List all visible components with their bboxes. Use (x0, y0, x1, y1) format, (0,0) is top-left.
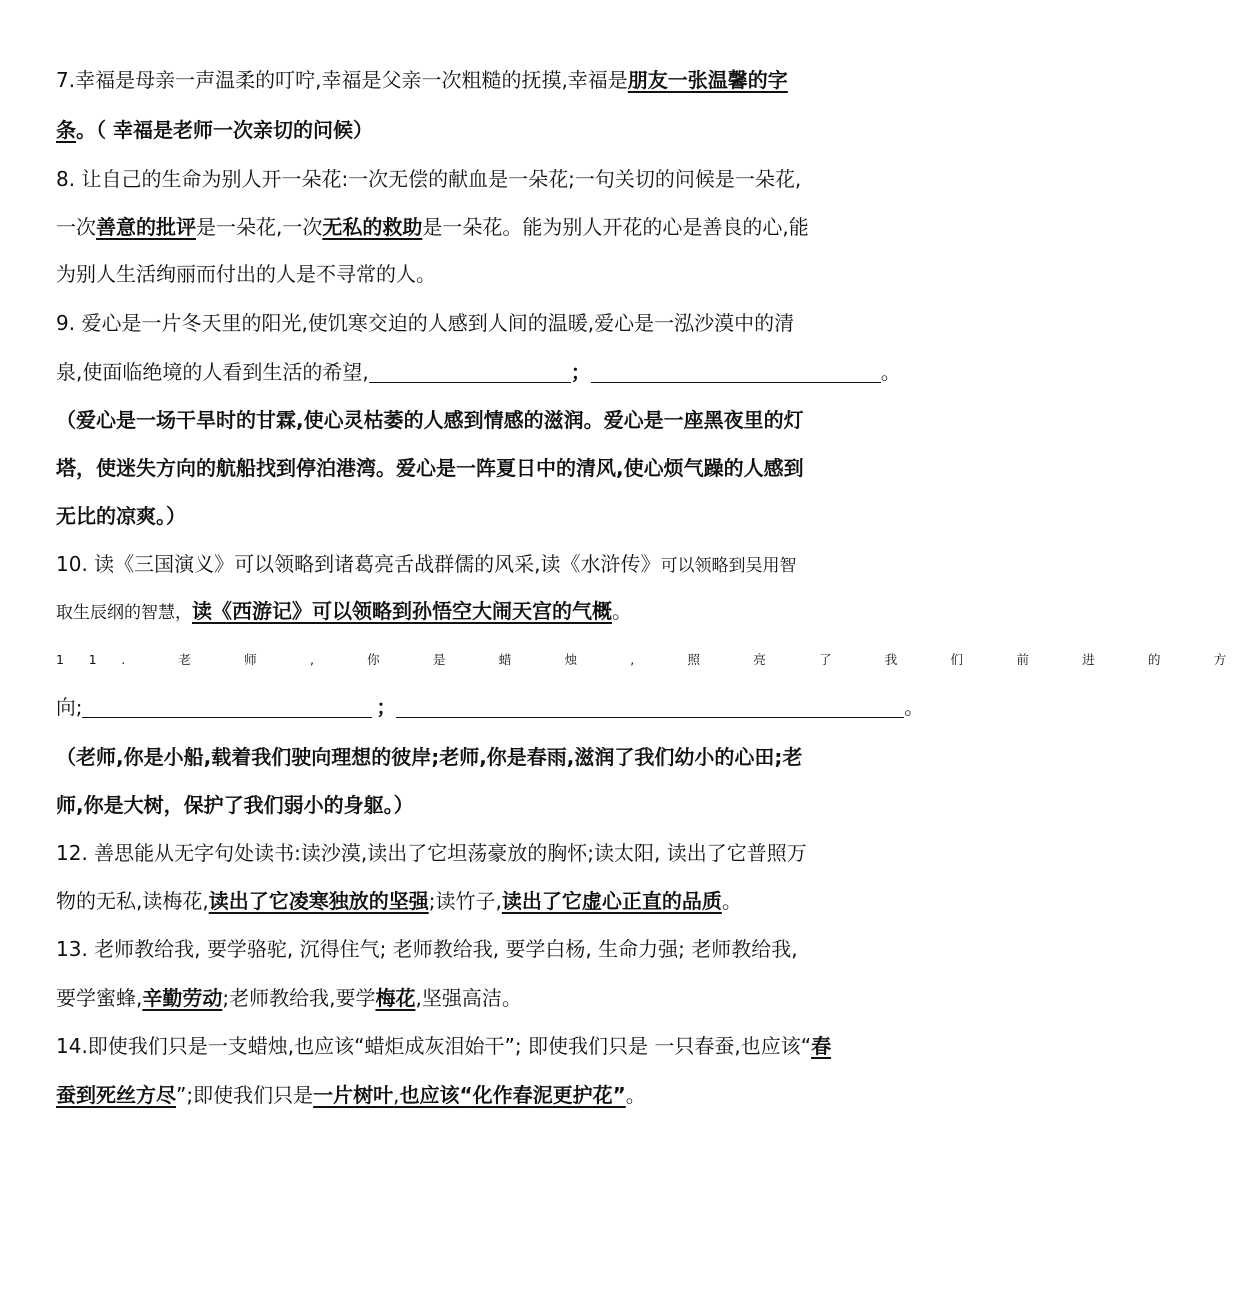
q9-answer-line-3 (56, 503, 186, 529)
q12-text: ;读竹子, (428, 889, 502, 913)
q9-blank-1[interactable] (369, 362, 571, 383)
q11-separator: ； (376, 696, 397, 719)
q13-text: 13. 老师教给我, 要学骆驼, 沉得住气; 老师教给我, 要学白杨, 生命力强; 老师教给我, (56, 937, 798, 961)
q13-line-2 (56, 985, 522, 1011)
q7-line-1 (56, 67, 788, 93)
q8-text: 8. 让自己的生命为别人开一朵花:一次无偿的献血是一朵花;一句关切的问候是一朵花, (56, 167, 802, 191)
q9-answer-line-2 (56, 455, 804, 481)
q7-text: 7.幸福是母亲一声温柔的叮咛,幸福是父亲一次粗糙的抚摸,幸福是 (56, 68, 628, 92)
q8-answer-2: 无私的救助 (322, 215, 423, 239)
q7-line-2 (56, 117, 373, 143)
q8-text: 为别人生活绚丽而付出的人是不寻常的人。 (56, 262, 436, 286)
q7-answer: 。（ 幸福是老师一次亲切的问候） (76, 118, 373, 142)
q10-period: 。 (612, 599, 632, 623)
q12-line-2 (56, 888, 742, 914)
q11-blank-2[interactable] (396, 697, 904, 718)
q10-answer-underlined: 读《西游记》可以领略到孙悟空大闹天宫的气概 (192, 599, 612, 623)
q9-line-2 (56, 359, 901, 385)
q12-answer-2: 读出了它虚心正直的品质 (501, 889, 722, 913)
q8-line-3 (56, 261, 436, 287)
q11-answer-line-2 (56, 792, 414, 818)
q14-text: 14.即使我们只是一支蜡烛,也应该“蜡炬成灰泪始干”; 即使我们只是 一只春蚕,也应该“ (56, 1034, 812, 1058)
q9-text: 9. 爱心是一片冬天里的阳光,使饥寒交迫的人感到人间的温暖,爱心是一泓沙漠中的清 (56, 311, 795, 335)
q12-period: 。 (721, 889, 742, 913)
q14-line-2 (56, 1082, 646, 1108)
q8-text: 是一朵花,一次 (196, 215, 323, 239)
q11-text: 向; (56, 696, 83, 719)
q7-answer-underlined-cont: 条 (56, 118, 76, 142)
q11-answer: 师,你是大树，保护了我们弱小的身躯。） (56, 793, 414, 817)
q13-text: 要学蜜蜂, (56, 986, 143, 1010)
q8-text: 一次 (56, 215, 96, 239)
q11-line-1 (56, 647, 1251, 673)
q12-text: 物的无私,读梅花, (56, 889, 209, 913)
q10-text-small: 可以领略到吴用智 (660, 556, 797, 576)
q11-period: 。 (904, 696, 924, 719)
q11-line-2 (56, 695, 924, 721)
q14-answer-1: 蚕到死丝方尽 (56, 1083, 176, 1107)
q11-text: 11. 老 师 , 你 是 蜡 烛 , 照 亮 了 我 们 前 进 的 方 (56, 652, 1251, 667)
q10-text: 10. 读《三国演义》可以领略到诸葛亮舌战群儒的风采,读《水浒传》 (56, 552, 661, 576)
q8-line-2 (56, 214, 809, 240)
q14-comma: , (393, 1083, 400, 1107)
q14-text: ”;即使我们只是 (176, 1083, 314, 1107)
q13-answer-1: 辛勤劳动 (142, 986, 223, 1010)
q8-line-1 (56, 166, 801, 192)
q10-line-1 (56, 551, 797, 579)
q13-line-1 (56, 936, 798, 962)
q9-line-1 (56, 310, 794, 336)
q12-line-1 (56, 840, 807, 866)
q9-blank-2[interactable] (591, 362, 881, 383)
q8-text: 是一朵花。能为别人开花的心是善良的心,能 (422, 215, 809, 239)
q14-period: 。 (625, 1083, 646, 1107)
q11-answer-line-1 (56, 744, 802, 770)
q14-answer-3: 也应该“化作春泥更护花” (399, 1083, 626, 1107)
q9-text: 泉,使面临绝境的人看到生活的希望, (56, 360, 369, 384)
q13-text: ;老师教给我,要学 (222, 986, 376, 1010)
q11-answer: （老师,你是小船,载着我们驶向理想的彼岸;老师,你是春雨,滋润了我们幼小的心田;老 (56, 745, 803, 769)
q13-text: ,坚强高洁。 (415, 986, 522, 1010)
q13-answer-2: 梅花 (375, 986, 416, 1010)
q14-line-1 (56, 1033, 831, 1059)
q12-text: 12. 善思能从无字句处读书:读沙漠,读出了它坦荡豪放的胸怀;读太阳, 读出了它普照万 (56, 841, 807, 865)
q8-answer-1: 善意的批评 (96, 215, 196, 239)
q7-answer-underlined: 朋友一张温馨的字 (627, 68, 788, 92)
q9-answer: 无比的凉爽。） (56, 504, 186, 528)
q10-line-2 (56, 598, 632, 626)
q14-answer-2: 一片树叶 (313, 1083, 394, 1107)
q9-answer: 塔，使迷失方向的航船找到停泊港湾。爱心是一阵夏日中的清风,使心烦气躁的人感到 (56, 456, 804, 480)
q11-blank-1[interactable] (82, 697, 372, 718)
q9-answer: （爱心是一场干旱时的甘霖,使心灵枯萎的人感到情感的滋润。爱心是一座黑夜里的灯 (56, 408, 804, 432)
q14-answer-start: 春 (811, 1034, 832, 1058)
q9-answer-line-1 (56, 407, 804, 433)
q12-answer-1: 读出了它凌寒独放的坚强 (208, 889, 429, 913)
q9-separator: ； (570, 360, 591, 384)
q9-period: 。 (880, 360, 901, 384)
q10-text-small: 取生辰纲的智慧， (56, 603, 192, 623)
